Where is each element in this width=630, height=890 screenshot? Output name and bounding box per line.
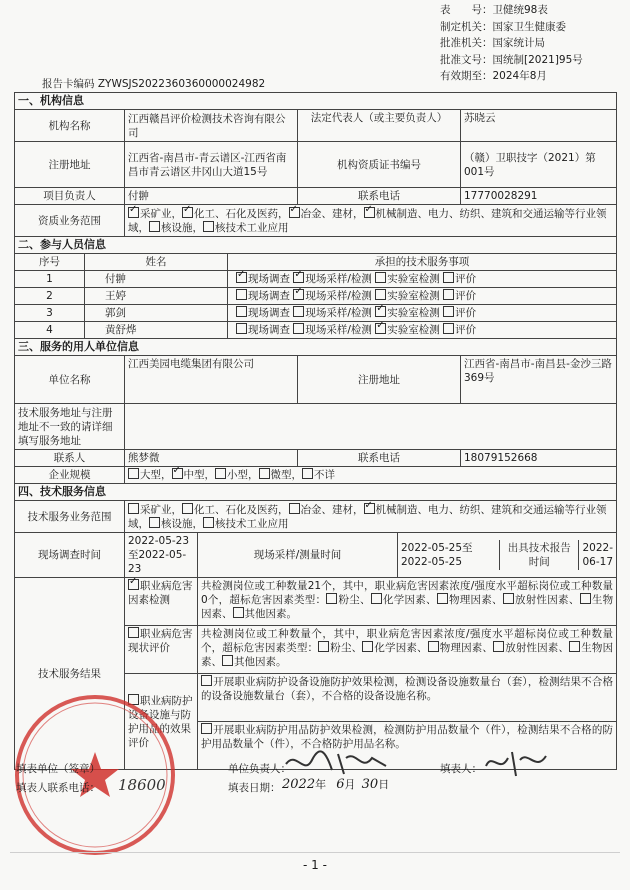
checkbox[interactable] [443, 289, 454, 300]
unit-phone-label: 联系电话 [298, 450, 461, 467]
checkbox[interactable] [203, 221, 214, 232]
checkbox-label: 中型 [183, 469, 205, 481]
task-label: 现场调查 [248, 273, 290, 285]
col-name: 姓名 [85, 254, 228, 271]
sampling-time-label: 现场采样/测量时间 [198, 533, 398, 578]
section-title: 一、机构信息 [15, 93, 617, 110]
service-address-label: 技术服务地址与注册地址不一致的请详细填写服务地址 [15, 404, 125, 450]
staff-tasks [228, 288, 617, 305]
meta-row: 批准文号：国统制[2021]95号 [440, 53, 583, 66]
checkbox[interactable] [203, 517, 214, 528]
checkbox[interactable] [293, 323, 304, 334]
checkbox[interactable] [437, 593, 448, 604]
factor-label: 放射性因素 [505, 642, 559, 654]
checkbox[interactable] [503, 593, 514, 604]
result-body: 共检测岗位或工种数量个，其中，职业病危害因素浓度/强度水平超标岗位或工种数量个，超标危害因素类型： [201, 628, 613, 654]
factor-label: 放射性因素 [514, 594, 569, 606]
checkbox[interactable] [326, 593, 337, 604]
task-label: 现场调查 [248, 307, 290, 319]
staff-name: 黄舒烨 [85, 322, 228, 339]
unit-address-label: 注册地址 [298, 356, 461, 404]
phone-label: 联系电话 [298, 188, 461, 205]
checkbox[interactable] [289, 207, 300, 218]
unit-name-label: 单位名称 [15, 356, 125, 404]
org-address: 江西省-南昌市-青云谱区-江西省南昌市青云谱区井冈山大道15号 [125, 142, 298, 188]
checkbox-label: 核设施 [161, 517, 193, 530]
checkbox[interactable] [428, 641, 439, 652]
checkbox-label: 大型 [140, 469, 161, 481]
sampling-time: 2022-05-25至2022-05-25 [398, 540, 500, 570]
unit-phone: 18079152668 [461, 450, 617, 467]
checkbox[interactable] [443, 323, 454, 334]
address-label: 注册地址 [15, 142, 125, 188]
checkbox[interactable] [364, 503, 375, 514]
checkbox-label: 采矿业 [140, 503, 172, 516]
task-label: 现场采样/检测 [305, 290, 372, 302]
cert-label: 机构资质证书编号 [298, 142, 461, 188]
checkbox[interactable] [443, 306, 454, 317]
staff-name: 付翀 [85, 271, 228, 288]
checkbox[interactable] [222, 655, 233, 666]
checkbox[interactable] [493, 641, 504, 652]
checkbox[interactable] [293, 306, 304, 317]
factor-label: 物理因素 [448, 594, 493, 606]
checkbox-label: 不详 [314, 469, 335, 481]
checkbox[interactable] [375, 306, 386, 317]
checkbox-label: 微型 [270, 469, 292, 481]
checkbox-label: 机械制造、电力、纺织、建筑和交通运输等行业领域 [128, 503, 607, 530]
filler-signature [482, 746, 552, 780]
sampling-report-cell [398, 533, 617, 578]
checkbox[interactable] [215, 468, 226, 479]
service-scope-label: 技术服务业务范围 [15, 501, 125, 533]
cert-number: （赣）卫职技字（2021）第001号 [461, 142, 617, 188]
checkbox[interactable] [236, 272, 247, 283]
task-label: 现场采样/检测 [305, 324, 372, 336]
survey-time-label: 现场调查时间 [15, 533, 125, 578]
factor-label: 粉尘 [338, 594, 360, 606]
factor-label: 化学因素 [382, 594, 426, 606]
checkbox[interactable] [443, 272, 454, 283]
section-title: 四、技术服务信息 [15, 484, 617, 501]
task-label: 现场调查 [248, 290, 290, 302]
report-date: 2022-06-17 [582, 542, 613, 568]
qualification-scope: ✓采矿业，✓ 化工、石化及医药，✓ 冶金、建材，✓ 机械制造、电力、纺织、建筑和交通运输等行业领域， 核设施， 核技术工业应用 [125, 205, 617, 237]
col-tasks: 承担的技术服务事项 [228, 254, 617, 271]
page-number: - 1 - [303, 858, 327, 872]
sampling-report-wrap [398, 540, 616, 570]
contact-person: 熊梦微 [125, 450, 298, 467]
task-label: 现场采样/检测 [305, 273, 372, 285]
staff-no: 4 [15, 322, 85, 339]
meta-row: 有效期至：2024年8月 [440, 70, 547, 82]
factor-label: 化学因素 [374, 642, 417, 654]
checkbox[interactable] [236, 306, 247, 317]
task-label: 实验室检测 [387, 307, 440, 319]
checkbox[interactable] [289, 503, 300, 514]
checkbox-label: 采矿业 [140, 207, 172, 220]
task-label: 现场调查 [248, 324, 290, 336]
factor-label: 生物因素 [201, 594, 614, 620]
checkbox[interactable] [293, 289, 304, 300]
checkbox-label: 核技术工业应用 [215, 517, 289, 530]
checkbox[interactable] [580, 593, 591, 604]
report-number: 报告卡编码 ZYWSJS2022360360000024982 [42, 78, 266, 90]
factor-label: 其他因素 [244, 608, 287, 620]
org-name-label: 机构名称 [15, 110, 125, 142]
checkbox[interactable] [364, 207, 375, 218]
checkbox[interactable] [233, 607, 244, 618]
report-date-label: 出具技术报告时间 [500, 540, 579, 570]
checkbox[interactable] [201, 723, 212, 734]
factor-label: 生物因素 [201, 642, 614, 668]
meta-row: 批准机关：国家统计局 [440, 37, 545, 49]
contact-label: 联系人 [15, 450, 125, 467]
staff-no: 3 [15, 305, 85, 322]
checkbox-label: 机械制造、电力、纺织、建筑和交通运输等行业领域 [128, 207, 607, 234]
checkbox[interactable] [371, 593, 382, 604]
checkbox[interactable] [318, 641, 329, 652]
result3-label: 职业病防护设备设施与防护用品的效果评价 [125, 674, 198, 770]
checkbox[interactable] [375, 289, 386, 300]
survey-time: 2022-05-23至2022-05-23 [125, 533, 198, 578]
checkbox-label: 冶金、建材 [300, 207, 353, 220]
result-body: 共检测岗位或工种数量21个，其中，职业病危害因素浓度/强度水平超标岗位或工种数量0个，超标危害因素类型： [201, 580, 613, 606]
col-no: 序号 [15, 254, 85, 271]
checkbox[interactable] [182, 207, 193, 218]
checkbox[interactable] [149, 221, 160, 232]
checkbox[interactable] [375, 272, 386, 283]
factor-label: 物理因素 [439, 642, 483, 654]
org-phone: 17770028291 [461, 188, 617, 205]
unit-address: 江西省-南昌市-南昌县-金沙三路369号 [461, 356, 617, 404]
result1-text: 共检测岗位或工种数量21个，其中，职业病危害因素浓度/强度水平超标岗位或工种数量0个，超标危害因素类型： 粉尘、 化学因素、 物理因素、 放射性因素、 生物因素、 其他因素。 [198, 578, 617, 626]
section-title: 三、服务的用人单位信息 [15, 339, 617, 356]
checkbox-label: 小型 [227, 469, 248, 481]
unit-name: 江西美园电缆集团有限公司 [125, 356, 298, 404]
legal-rep: 苏晓云 [461, 110, 617, 142]
checkbox[interactable] [128, 503, 139, 514]
checkbox[interactable] [236, 323, 247, 334]
staff-no: 1 [15, 271, 85, 288]
unit-head-label: 单位负责人： [228, 763, 291, 775]
filler-phone-label: 填表人联系电话： [16, 782, 100, 794]
task-label: 实验室检测 [387, 324, 440, 336]
staff-name: 王婷 [85, 288, 228, 305]
checkbox[interactable] [259, 468, 270, 479]
filler-label: 填表人： [440, 763, 482, 775]
task-label: 现场采样/检测 [305, 307, 372, 319]
checkbox[interactable] [182, 503, 193, 514]
org-name: 江西赣昌评价检测技术咨询有限公司 [125, 110, 298, 142]
project-manager: 付翀 [125, 188, 298, 205]
unit-head-signature [282, 746, 392, 780]
report-form [14, 92, 617, 770]
fill-unit-label: 填表单位（签章） [16, 763, 100, 775]
factor-label: 粉尘 [330, 642, 352, 654]
staff-tasks [228, 322, 617, 339]
meta-row: 制定机关：国家卫生健康委 [440, 20, 566, 33]
legal-rep-label: 法定代表人（或主要负责人） [298, 110, 461, 142]
task-label: 实验室检测 [387, 290, 440, 302]
checkbox[interactable] [128, 627, 139, 638]
form-meta [440, 2, 583, 85]
checkbox-label: 核设施 [161, 221, 193, 234]
result2-text: 共检测岗位或工种数量个，其中，职业病危害因素浓度/强度水平超标岗位或工种数量个，超标危害因素类型： 粉尘、 化学因素、 物理因素、 放射性因素、 生物因素、 其他因素。 [198, 626, 617, 674]
checkbox[interactable] [302, 468, 313, 479]
results-label: 技术服务结果 [15, 578, 125, 770]
task-label: 实验室检测 [387, 273, 440, 285]
checkbox-label: 化工、石化及医药 [194, 503, 278, 516]
result3b-text: 开展职业病防护用品防护效果检测，检测防护用品数量个（件），检测结果不合格的防护用品数量个（件），不合格防护用品名称。 [198, 722, 617, 770]
size-label: 企业规模 [15, 467, 125, 484]
checkbox[interactable] [172, 468, 183, 479]
checkbox[interactable] [128, 468, 139, 479]
pm-label: 项目负责人 [15, 188, 125, 205]
service-address [125, 404, 617, 450]
staff-no: 2 [15, 288, 85, 305]
task-label: 评价 [455, 307, 477, 319]
footer-line [10, 852, 620, 853]
scope-label: 资质业务范围 [15, 205, 125, 237]
checkbox-label: 冶金、建材 [300, 503, 353, 516]
checkbox[interactable] [375, 323, 386, 334]
result1-label: ✓职业病危害因素检测 [125, 578, 198, 626]
staff-name: 郭剑 [85, 305, 228, 322]
task-label: 评价 [455, 324, 477, 336]
task-label: 评价 [455, 290, 477, 302]
fill-date: 2022年 6月 30日 [282, 777, 390, 792]
filler-phone: 18600 [118, 776, 166, 794]
meta-row: 表 号：卫健统98表 [440, 4, 548, 16]
checkbox[interactable] [128, 207, 139, 218]
staff-tasks [228, 271, 617, 288]
checkbox[interactable] [201, 675, 212, 686]
result2-label: 职业病危害现状评价 [125, 626, 198, 674]
checkbox[interactable] [569, 641, 580, 652]
section-title: 二、参与人员信息 [15, 237, 617, 254]
checkbox[interactable] [149, 517, 160, 528]
checkbox-label: 化工、石化及医药 [194, 207, 278, 220]
checkbox[interactable] [293, 272, 304, 283]
result3a-text: 开展职业病防护设备设施防护效果检测，检测设备设施数量台（套），检测结果不合格的设备设施数量台（套），不合格的设备设施名称。 [198, 674, 617, 722]
checkbox[interactable] [128, 579, 139, 590]
task-label: 评价 [455, 273, 477, 285]
staff-tasks [228, 305, 617, 322]
service-scope: 采矿业， 化工、石化及医药， 冶金、建材，✓ 机械制造、电力、纺织、建筑和交通运输等行业领域， 核设施， 核技术工业应用 [125, 501, 617, 533]
enterprise-size: 大型，✓ 中型， 小型， 微型， 不详 [125, 467, 617, 484]
checkbox[interactable] [236, 289, 247, 300]
fill-date-label: 填表日期： [228, 782, 281, 794]
checkbox-label: 核技术工业应用 [215, 221, 289, 234]
checkbox[interactable] [362, 641, 373, 652]
factor-label: 其他因素 [234, 656, 276, 668]
